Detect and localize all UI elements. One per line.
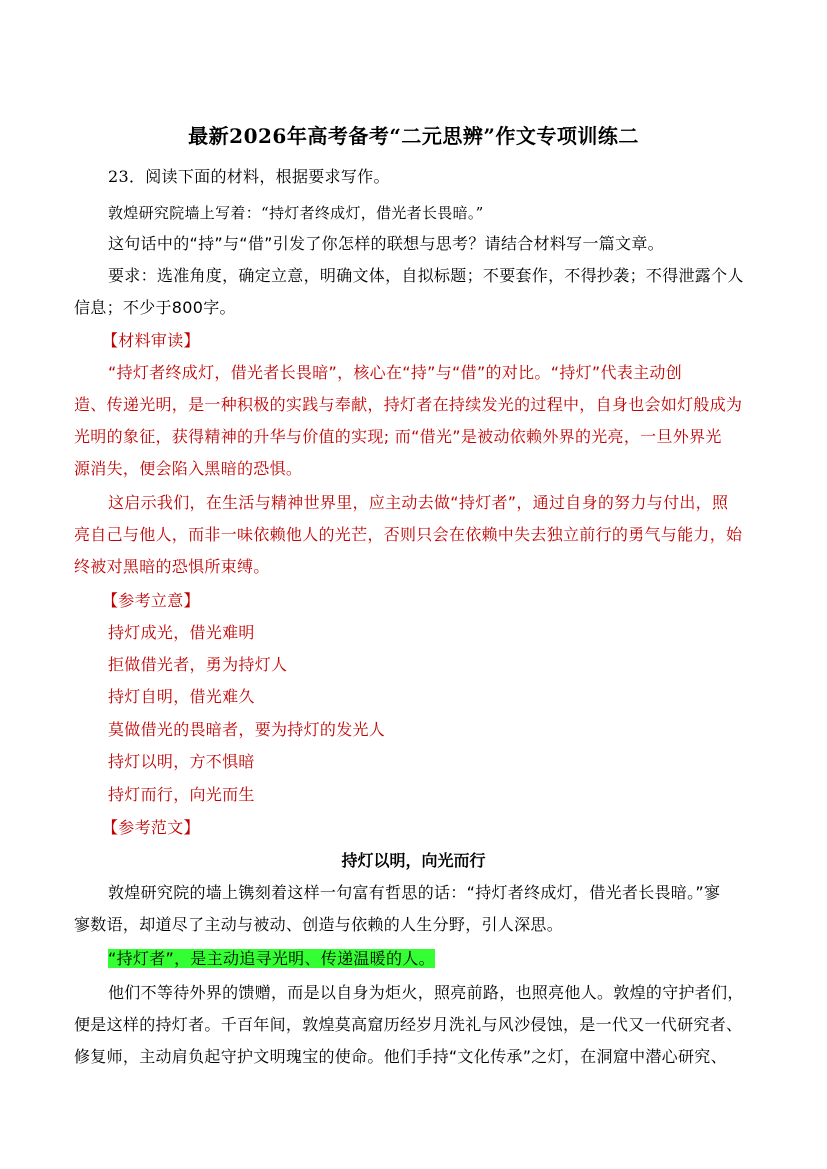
essay-title: 持灯以明，向光而行 [341, 851, 486, 870]
theme-item: 持灯而行，向光而生 [108, 785, 255, 804]
essay-paragraph-2-line: 便是这样的持灯者。千百年间，敦煌莫高窟历经岁月洗礼与风沙侵蚀，是一代又一代研究者、 [74, 1015, 743, 1034]
theme-item: 持灯成光，借光难明 [108, 623, 255, 642]
essay-paragraph-2-line: 修复师，主动肩负起守护文明瑰宝的使命。他们手持“文化传承”之灯，在洞窟中潜心研究、 [74, 1047, 727, 1066]
material-paragraph-1-line: 源消失，便会陷入黑暗的恐惧。 [74, 459, 303, 478]
material-paragraph-2-line: 这启示我们，在生活与精神世界里，应主动去做“持灯者”，通过自身的努力与付出，照 [108, 493, 729, 512]
material-paragraph-2-line: 亮自己与他人，而非一味依赖他人的光芒，否则只会在依赖中失去独立前行的勇气与能力，始 [74, 525, 743, 544]
prompt-line: 这句话中的“持”与“借”引发了你怎样的联想与思考？请结合材料写一篇文章。 [108, 234, 664, 253]
essay-highlight-line [108, 948, 435, 970]
essay-paragraph-1-line: 敦煌研究院的墙上镌刻着这样一句富有哲思的话：“持灯者终成灯，借光者长畏暗。”寥 [108, 883, 721, 902]
theme-item: 莫做借光的畏暗者，要为持灯的发光人 [108, 720, 386, 739]
section-material-heading: 【材料审读】 [102, 331, 200, 350]
theme-item: 持灯自明，借光难久 [108, 687, 255, 706]
material-paragraph-2-line: 终被对黑暗的恐惧所束缚。 [74, 557, 270, 576]
section-theme-heading: 【参考立意】 [102, 591, 200, 610]
question-line: 23．阅读下面的材料，根据要求写作。 [108, 167, 390, 186]
material-paragraph-1-line: 光明的象征，获得精神的升华与价值的实现; 而“借光”是被动依赖外界的光亮，一旦外界光 [74, 427, 722, 446]
requirement-line-2: 信息；不少于800字。 [74, 298, 236, 317]
quote-line: 敦煌研究院墙上写着：“持灯者终成灯，借光者长畏暗。” [108, 204, 484, 222]
theme-item: 拒做借光者，勇为持灯人 [108, 655, 288, 674]
material-paragraph-1-line: “持灯者终成灯，借光者长畏暗”，核心在“持”与“借”的对比。“持灯”代表主动创 [108, 363, 683, 382]
material-paragraph-1-line: 造、传递光明，是一种积极的实践与奉献，持灯者在持续发光的过程中，自身也会如灯般成为 [74, 395, 743, 414]
document-title: 最新2026年高考备考“二元思辨”作文专项训练二 [188, 124, 639, 148]
essay-paragraph-2-line: 他们不等待外界的馈赠，而是以自身为炬火，照亮前路，也照亮他人。敦煌的守护者们， [108, 983, 744, 1002]
highlighted-sentence: “持灯者”，是主动追寻光明、传递温暖的人。 [108, 949, 435, 968]
section-essay-heading: 【参考范文】 [102, 818, 200, 837]
essay-paragraph-1-line: 寥数语，却道尽了主动与被动、创造与依赖的人生分野，引人深思。 [74, 915, 564, 934]
requirement-line-1: 要求：选准角度，确定立意，明确文体，自拟标题；不要套作，不得抄袭；不得泄露个人 [108, 266, 744, 285]
theme-item: 持灯以明，方不惧暗 [108, 752, 255, 771]
